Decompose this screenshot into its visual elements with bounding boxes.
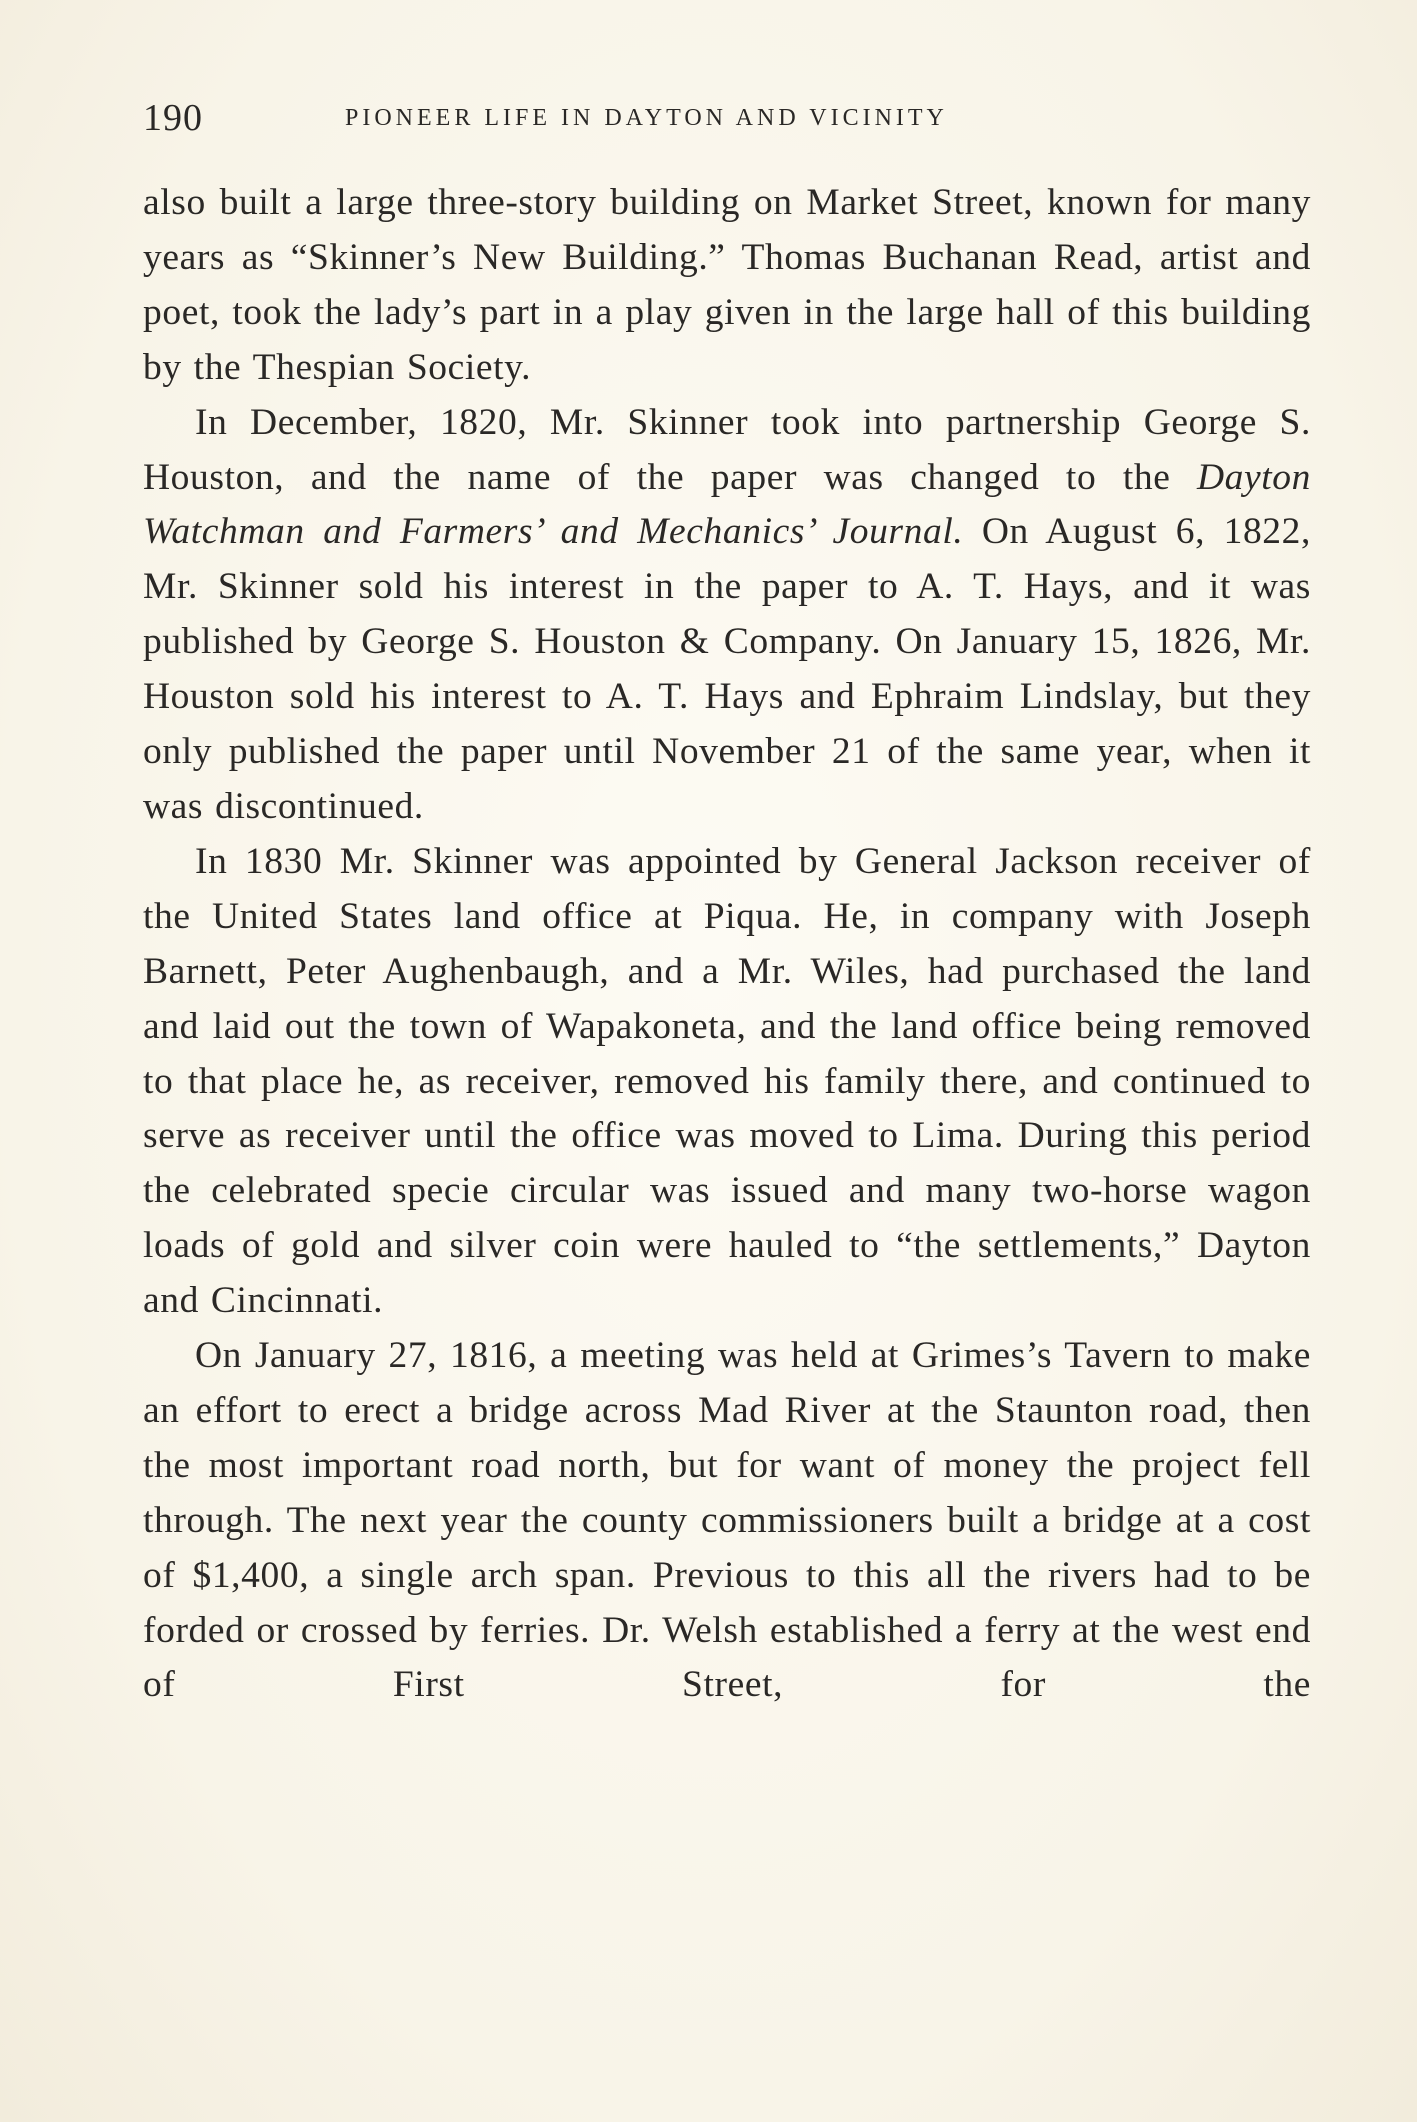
- paragraph-1: also built a large three-story building on Market Street, known for many years as “Skinner’s New Building.” Thomas Buchanan Read, artist and poet, took the lady’s part in a play given in the large hall of this building by the Thespian Society.: [143, 182, 1311, 388]
- page-number: 190: [143, 97, 203, 139]
- paragraph-3: In 1830 Mr. Skinner was appointed by General Jackson receiver of the United States land office at Piqua. He, in company with Joseph Barnett, Peter Aughenbaugh, and a Mr. Wiles, had purchased the land and laid out the town of Wapakoneta, and the land office being removed to that place he, as receiver, removed his family there, and continued to serve as receiver until the office was moved to Lima. During this period the celebrated specie circular was issued and many two-horse wagon loads of gold and silver coin were hauled to “the settlements,” Dayton and Cincinnati.: [143, 840, 1311, 1322]
- paragraph-2-text-a: In December, 1820, Mr. Skinner took into partnership George S. Houston, and the name of the paper was changed to the: [143, 401, 1311, 498]
- running-head: PIONEER LIFE IN DAYTON AND VICINITY: [345, 105, 948, 131]
- paragraph-2-text-b: On August 6, 1822, Mr. Skinner sold his interest in the paper to A. T. Hays, and it was published by George S. Houston & Company. On January 15, 1826, Mr. Houston sold his interest to A. T. Hays and Ephraim Lindslay, but they only published the paper until November 21 of the same year, when it was discontinued.: [143, 511, 1311, 827]
- paragraph-4: On January 27, 1816, a meeting was held at Grimes’s Tavern to make an effort to erect a bridge across Mad River at the Staunton road, then the most important road north, but for want of money the project fell through. The next year the county commissioners built a bridge at a cost of $1,400, a single arch span. Previous to this all the rivers had to be forded or crossed by ferries. Dr. Welsh established a ferry at the west end of First Street, for the: [143, 1335, 1311, 1706]
- body-text: [143, 176, 1311, 1713]
- journal-title: Dayton Watchman and Farmers’ and Mechanics’ Journal.: [143, 456, 1311, 553]
- page-header: [143, 96, 1311, 146]
- paragraph-2: [143, 396, 1311, 835]
